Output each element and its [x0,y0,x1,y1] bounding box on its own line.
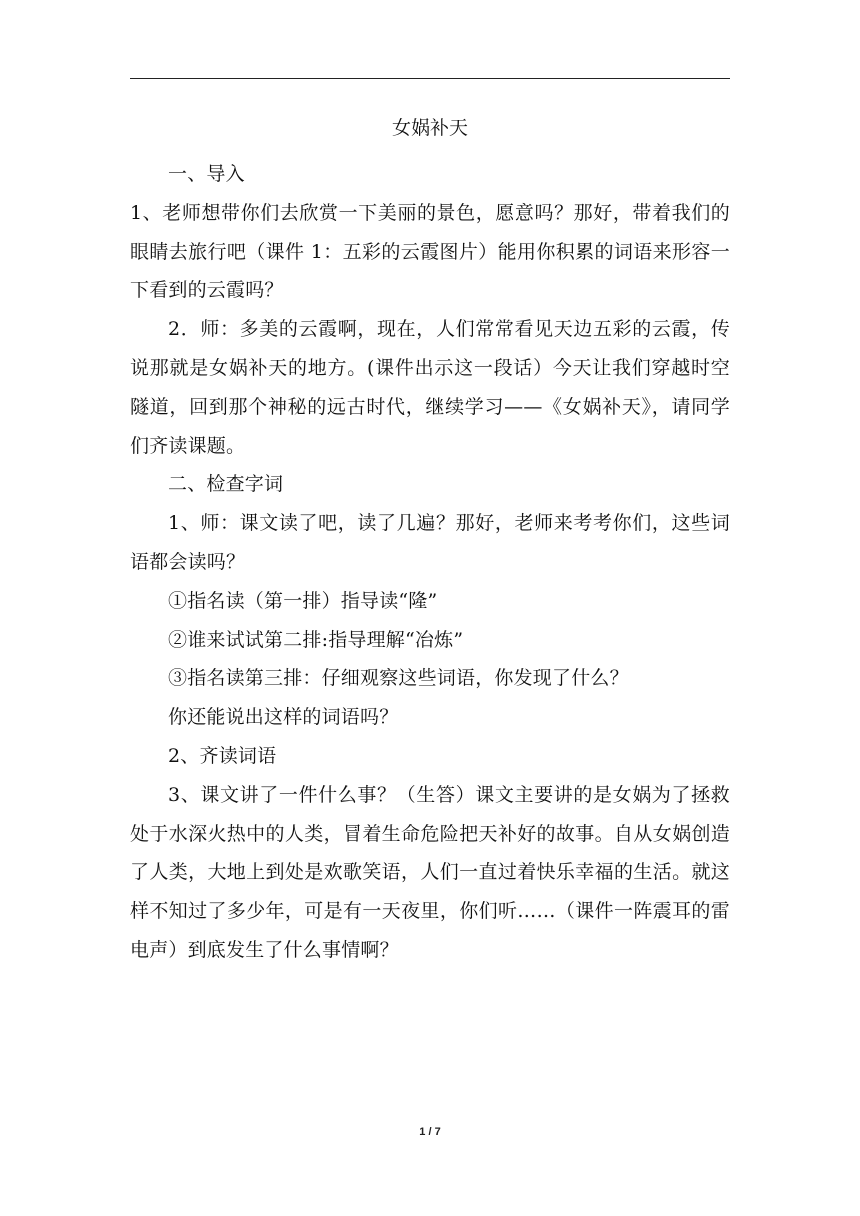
paragraph: 1、师：课文读了吧，读了几遍？那好，老师来考考你们，这些词语都会读吗？ [130,512,730,573]
section-heading-intro: 一、导入 [168,163,245,185]
document-title: 女娲补天 [391,117,468,139]
list-item: ①指名读（第一排）指导读“隆” [168,589,438,612]
paragraph: 3、课文讲了一件什么事？（生答）课文主要讲的是女娲为了拯救处于水深火热中的人类，冒着生命危险把天补好的故事。自从女娲创造了人类，大地上到处是欢歌笑语，人们一直过着快乐幸福的生活。就这样不知过了多少年，可是有一天夜里，你们听……（课件一阵震耳的雷电声）到底发生了什么事情啊？ [130,783,730,961]
paragraph: 2、齐读词语 [168,744,277,767]
header-rule [130,78,730,79]
page-number: 1 / 7 [419,1126,441,1138]
section-heading-check-words: 二、检查字词 [168,473,284,496]
document-body [130,155,730,970]
paragraph: 2．师：多美的云霞啊，现在，人们常常看见天边五彩的云霞，传说那就是女娲补天的地方。(课件出示这一段话）今天让我们穿越时空隧道，回到那个神秘的远古时代，继续学习——《女娲补天》，请同学们齐读课题。 [130,318,730,457]
paragraph: 你还能说出这样的词语吗？ [168,706,399,729]
paragraph: 1、老师想带你们去欣赏一下美丽的景色，愿意吗？那好，带着我们的眼睛去旅行吧（课件 1：五彩的云霞图片）能用你积累的词语来形容一下看到的云霞吗？ [130,201,730,302]
list-item: ②谁来试试第二排:指导理解“冶炼” [168,628,464,651]
list-item: ③指名读第三排：仔细观察这些词语，你发现了什么？ [168,667,629,690]
